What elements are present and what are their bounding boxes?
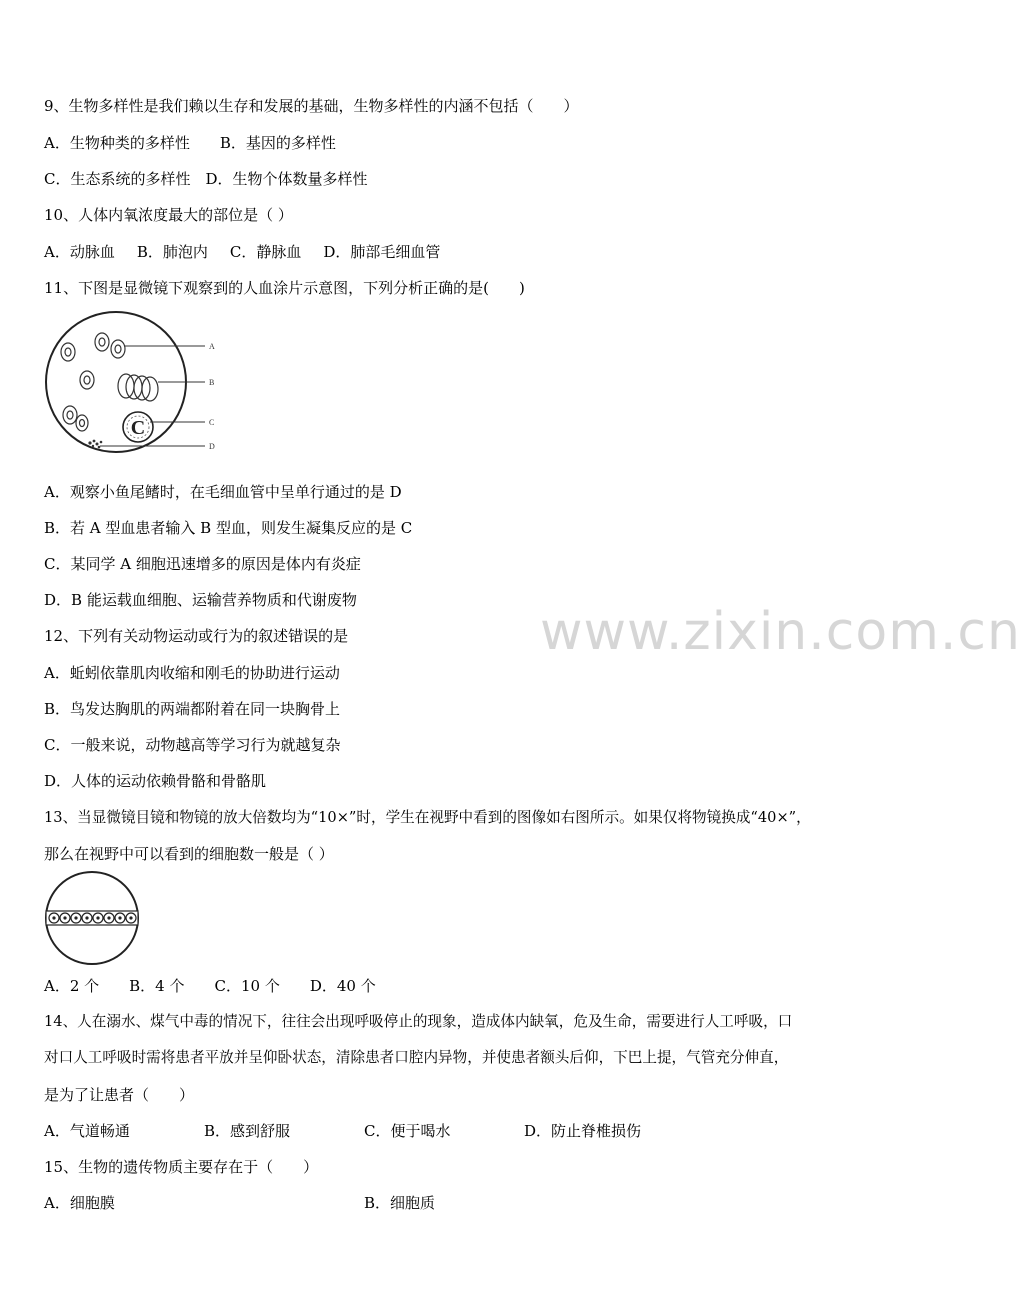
q14-option-a: A．气道畅通: [44, 1122, 130, 1140]
q9-option-a: A．生物种类的多样性: [44, 134, 190, 152]
microscope-view-figure: [40, 870, 144, 968]
question-14-options: [44, 1121, 641, 1141]
q13-option-a: A．2 个: [44, 977, 100, 995]
q10-option-d: D．肺部毛细血管: [323, 243, 441, 261]
question-14-stem-line2: 对口人工呼吸时需将患者平放并呈仰卧状态，清除患者口腔内异物，并使患者额头后仰，下巴上提，气管充分伸直，: [44, 1049, 789, 1066]
q12-option-c: C．一般来说，动物越高等学习行为就越复杂: [44, 736, 341, 754]
q9-option-c: C．生态系统的多样性: [44, 170, 191, 188]
question-13-options: [44, 976, 376, 996]
figure-label-d: D: [209, 442, 215, 451]
q12-option-d: D．人体的运动依赖骨骼和骨骼肌: [44, 772, 267, 790]
blood-smear-figure: [40, 310, 230, 460]
q10-option-c: C．静脉血: [229, 243, 302, 261]
question-9-options-row1: [44, 133, 336, 153]
q11-option-c: C．某同学 A 细胞迅速增多的原因是体内有炎症: [44, 555, 361, 573]
q12-option-a: A．蚯蚓依靠肌肉收缩和刚毛的协助进行运动: [44, 664, 340, 682]
svg-text:C: C: [130, 417, 146, 439]
q15-option-b: B．细胞质: [364, 1194, 436, 1212]
question-9-stem: 9、生物多样性是我们赖以生存和发展的基础，生物多样性的内涵不包括（ ）: [44, 97, 579, 115]
question-13-stem-line2: 那么在视野中可以看到的细胞数一般是（ ）: [44, 845, 334, 863]
q10-option-b: B．肺泡内: [136, 243, 208, 261]
q13-option-c: C．10 个: [214, 977, 280, 995]
q13-option-d: D．40 个: [309, 977, 376, 995]
figure-label-a: A: [209, 342, 215, 351]
question-14-stem-line1: 14、人在溺水、煤气中毒的情况下，往往会出现呼吸停止的现象，造成体内缺氧，危及生命，需要进行人工呼吸，口: [44, 1013, 793, 1030]
figure-label-c: C: [209, 418, 215, 427]
figure-label-b: B: [209, 378, 215, 387]
question-10-stem: 10、人体内氧浓度最大的部位是（ ）: [44, 206, 293, 224]
q10-option-a: A．动脉血: [44, 243, 115, 261]
q13-option-b: B．4 个: [129, 977, 185, 995]
q11-option-d: D．B 能运载血细胞、运输营养物质和代谢废物: [44, 591, 357, 609]
question-15-stem: 15、生物的遗传物质主要存在于（ ）: [44, 1158, 319, 1176]
question-15-options: [44, 1193, 435, 1213]
q11-option-b: B．若 A 型血患者输入 B 型血，则发生凝集反应的是 C: [44, 519, 413, 537]
q9-option-b: B．基因的多样性: [219, 134, 336, 152]
q12-option-b: B．鸟发达胸肌的两端都附着在同一块胸骨上: [44, 700, 341, 718]
watermark: www.zixin.com.cn: [540, 602, 1021, 662]
question-11-stem: 11、下图是显微镜下观察到的人血涂片示意图，下列分析正确的是( ): [44, 279, 525, 297]
q9-option-d: D．生物个体数量多样性: [205, 170, 368, 188]
q11-option-a: A．观察小鱼尾鳍时，在毛细血管中呈单行通过的是 D: [44, 483, 402, 501]
question-13-stem-line1: 13、当显微镜目镜和物镜的放大倍数均为“10×”时，学生在视野中看到的图像如右图所示。如果仅将物镜换成“40×”，: [44, 809, 811, 826]
question-14-stem-line3: 是为了让患者（ ）: [44, 1086, 195, 1104]
question-9-options-row2: [44, 169, 368, 189]
question-12-stem: 12、下列有关动物运动或行为的叙述错误的是: [44, 627, 349, 645]
question-10-options: [44, 242, 440, 262]
q14-option-c: C．便于喝水: [364, 1122, 451, 1140]
q14-option-d: D．防止脊椎损伤: [524, 1122, 642, 1140]
q14-option-b: B．感到舒服: [204, 1122, 291, 1140]
q15-option-a: A．细胞膜: [44, 1194, 115, 1212]
